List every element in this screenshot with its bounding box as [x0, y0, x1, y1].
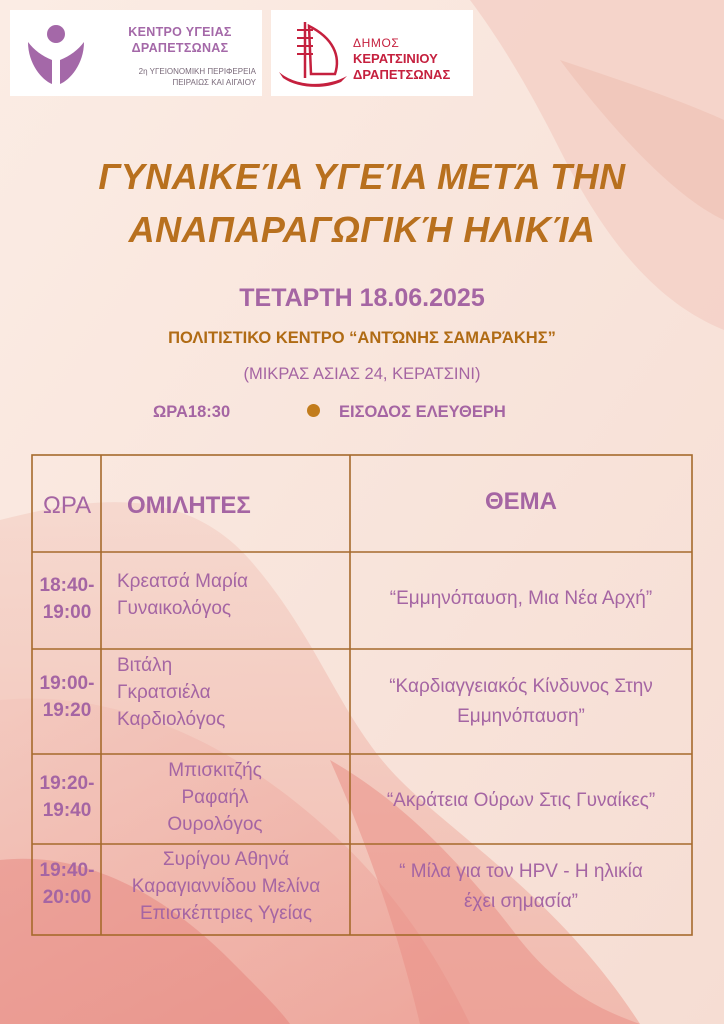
woman-figure-icon — [22, 20, 90, 88]
row1-speakers: Κρεατσά Μαρία Γυναικολόγος — [117, 571, 248, 619]
row4-speakers: Συρίγου Αθηνά Καραγιαννίδου Μελίνα Επισκέπτριες Υγείας — [131, 849, 321, 924]
event-address: (ΜΙΚΡΑΣ ΑΣΙΑΣ 24, ΚΕΡΑΤΣΙΝΙ) — [243, 365, 481, 383]
municipality-line3: ΔΡΑΠΕΤΣΩΝΑΣ — [353, 67, 451, 82]
event-title-line2: ΑΝΑΠΑΡΑΓΩΓΙΚΉ ΗΛΙΚΊΑ — [128, 209, 596, 250]
health-center-region-line2: ΠΕΙΡΑΙΩΣ ΚΑΙ ΑΙΓΑΙΟΥ — [172, 78, 256, 87]
event-venue: ΠΟΛΙΤΙΣΤΙΚΟ ΚΕΝΤΡΟ “ΑΝΤΏΝΗΣ ΣΑΜΑΡΆΚΗΣ” — [168, 329, 556, 347]
header-time: ΩΡΑ — [42, 492, 92, 519]
row1-topic: “Εμμηνόπαυση, Μια Νέα Αρχή” — [389, 588, 653, 609]
schedule-table — [31, 454, 693, 936]
row4-time: 19:40- 20:00 — [39, 860, 95, 908]
event-date: ΤΕΤΑΡΤΗ 18.06.2025 — [239, 284, 485, 312]
header-speakers: ΟΜΙΛΗΤΕΣ — [127, 492, 251, 519]
health-center-region-line1: 2η ΥΓΕΙΟΝΟΜΙΚΗ ΠΕΡΙΦΕΡΕΙΑ — [138, 67, 256, 76]
municipality-line2: ΚΕΡΑΤΣΙΝΙΟΥ — [353, 51, 438, 66]
row2-speakers: Βιτάλη Γκρατσιέλα Καρδιολόγος — [117, 655, 226, 730]
municipality-line1: ΔΗΜΟΣ — [353, 36, 400, 50]
event-time: ΩΡΑ18:30 — [153, 403, 231, 421]
row3-speakers: Μπισκιτζής Ραφαήλ Ουρολόγος — [167, 760, 263, 835]
header-topic: ΘΕΜΑ — [485, 488, 557, 515]
bullet-dot-icon — [307, 404, 320, 417]
row2-time: 19:00- 19:20 — [39, 673, 95, 721]
event-title-line1: ΓΥΝΑΙΚΕΊΑ ΥΓΕΊΑ ΜΕΤΆ ΤΗΝ — [98, 156, 626, 197]
ship-icon — [275, 16, 351, 92]
municipality-logo — [271, 10, 473, 96]
row3-time: 19:20- 19:40 — [39, 773, 95, 821]
health-center-name-line2: ΔΡΑΠΕΤΣΩΝΑΣ — [131, 41, 229, 55]
health-center-name-line1: ΚΕΝΤΡΟ ΥΓΕΙΑΣ — [128, 25, 232, 39]
row2-topic: “Καρδιαγγειακός Κίνδυνος Στην Εμμηνόπαυση” — [389, 676, 653, 727]
row1-time: 18:40- 19:00 — [39, 575, 95, 623]
row3-topic: “Ακράτεια Ούρων Στις Γυναίκες” — [386, 790, 656, 811]
row4-topic: “ Μίλα για τον HPV - Η ηλικία έχει σημασία” — [399, 861, 643, 912]
event-entry: ΕΙΣΟΔΟΣ ΕΛΕΥΘΕΡΗ — [339, 403, 506, 421]
health-center-logo — [10, 10, 262, 96]
